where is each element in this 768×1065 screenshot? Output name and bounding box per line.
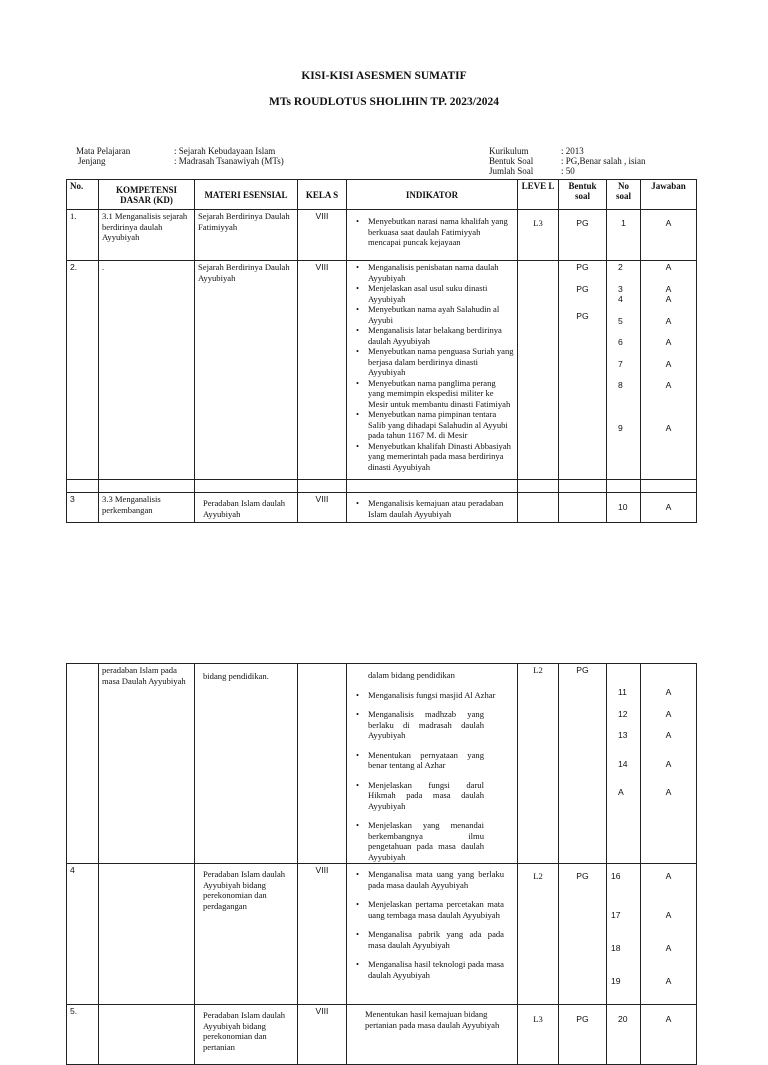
cell-nosoal [607,664,641,864]
cell-kd: 3.1 Menganalisis sejarah berdirinya daulah Ayyubiyah [99,210,195,261]
col-header: No soal [607,180,641,210]
cell-no: 4 [67,864,99,1005]
nosoal-value: 2 [618,262,623,272]
table-row [67,864,697,1005]
cell-nosoal [607,864,641,1005]
nosoal-value: 5 [618,315,623,326]
jawaban-value: A [665,871,672,881]
jawaban-value: A [665,358,672,369]
cell-nosoal: 20 [607,1005,641,1065]
jawaban-value: A [665,315,672,326]
cell-nosoal: 10 [607,493,641,523]
cell-no: 5. [67,1005,99,1065]
cell-bentuk: PG [559,210,607,261]
indikator-item: • Menganalisa hasil teknologi pada masa daulah Ayyubiyah [350,959,514,980]
cell-level: L2 [518,664,559,864]
cell-indikator [347,664,518,864]
jawaban-value: A [665,337,672,347]
indikator-item: • Menganalisis madhzab yang berlaku di madrasah daulah Ayyubiyah [350,709,514,741]
cell-level: L2 [518,864,559,1005]
meta-left [76,146,284,166]
kisi-kisi-table-page-1 [66,179,697,523]
indikator-item: • Menyebutkan nama penguasa Suriah yang berjasa dalam berdirinya dinasti Ayyubiyah [350,346,514,378]
document-title: KISI-KISI ASESMEN SUMATIF [301,70,467,82]
cell-kelas: VIII [298,210,347,261]
jawaban-value: A [665,687,672,697]
cell-kelas: VIII [298,493,347,523]
jawaban-value: A [665,758,672,769]
kisi-kisi-table-page-2 [66,663,697,1065]
cell-kelas: VIII [298,261,347,480]
cell-bentuk: PG [559,864,607,1005]
table-header-row [67,180,697,210]
meta-key: Jenjang [78,156,106,166]
cell-indikator [347,210,518,261]
meta-value: : Sejarah Kebudayaan Islam [174,146,276,156]
indikator-item: • Menyebutkan narasi nama khalifah yang berkuasa saat daulah Fatimiyyah mencapai puncak kejayaan [350,216,514,248]
cell-level: L3 [518,1005,559,1065]
table-row [67,493,697,523]
nosoal-value: 6 [618,337,623,347]
indikator-item: • Menyebutkan nama ayah Salahudin al Ayyubi [350,304,514,325]
cell-materi: bidang pendidikan. [195,664,298,864]
nosoal-value: 13 [618,730,628,740]
cell-no: 3 [67,493,99,523]
jawaban-value: A [665,422,672,433]
cell-jawaban: A [641,1005,697,1065]
table-row [67,664,697,864]
cell-jawaban: A [641,493,697,523]
col-header: KOMPETENSI DASAR (KD) [99,180,195,210]
cell-materi: Sejarah Berdirinya Daulah Fatimiyyah [195,210,298,261]
jawaban-value: A [665,708,672,719]
cell-materi: Peradaban Islam daulah Ayyubiyah bidang perekonomian dan perdagangan [195,864,298,1005]
indikator-continuation: dalam bidang pendidikan [368,670,455,680]
jawaban-value: A [665,909,672,920]
bentuk-value: PG [576,262,589,272]
nosoal-value: 9 [618,422,623,433]
cell-indikator [347,864,518,1005]
indikator-item: • Menganalisis fungsi masjid Al Azhar [350,690,514,701]
cell-no [67,664,99,864]
cell-kelas: VIII [298,1005,347,1065]
nosoal-value: 3 [618,283,623,294]
meta-value: : PG,Benar salah , isian [561,156,646,166]
cell-jawaban [641,261,697,480]
indikator-item: • Menyebutkan nama panglima perang yang memimpin ekspedisi militer ke Mesir untuk membantu dinasti Fatimiyah [350,378,514,410]
indikator-item: • Menentukan pernyataan yang benar tentang al Azhar [350,750,514,771]
nosoal-value: 16 [611,871,621,881]
indikator-item: • Menjelaskan asal usul suku dinasti Ayyubiyah [350,283,514,304]
indikator-item: • Menganalisa mata uang yang berlaku pada masa daulah Ayyubiyah [350,869,514,890]
cell-level [518,493,559,523]
nosoal-value: 18 [611,943,621,953]
jawaban-value: A [665,787,672,797]
jawaban-value: A [665,262,672,272]
meta-value: : 2013 [561,146,584,156]
meta-key: Bentuk Soal [489,156,534,166]
indikator-item: • Menjelaskan pertama percetakan mata uang tembaga masa daulah Ayyubiyah [350,899,514,920]
table-row-spacer [67,480,697,493]
cell-kd: 3.3 Menganalisis perkembangan [99,493,195,523]
col-header: No. [67,180,99,210]
cell-bentuk: PG [559,664,607,864]
cell-jawaban: A [641,210,697,261]
cell-bentuk [559,261,607,480]
cell-kelas [298,664,347,864]
nosoal-value: 14 [618,758,628,769]
nosoal-value: 4 [618,294,623,304]
col-header: Jawaban [641,180,697,210]
cell-level [518,261,559,480]
nosoal-value: 19 [611,975,621,986]
jawaban-value: A [665,283,672,294]
jawaban-value: A [665,975,672,986]
indikator-item: • Menganalisis penisbatan nama daulah Ayyubiyah [350,262,514,283]
indikator-item: • Menjelaskan fungsi darul Hikmah pada masa daulah Ayyubiyah [350,780,514,812]
cell-materi: Peradaban Islam daulah Ayyubiyah bidang perekonomian dan pertanian [195,1005,298,1065]
nosoal-value: A [618,787,624,797]
cell-jawaban [641,664,697,864]
cell-level: L3 [518,210,559,261]
jawaban-value: A [665,294,672,304]
cell-jawaban [641,864,697,1005]
col-header: KELA S [298,180,347,210]
cell-indikator [347,493,518,523]
cell-nosoal: 1 [607,210,641,261]
cell-kd [99,864,195,1005]
cell-kd [99,1005,195,1065]
indikator-item: • Menganalisis kemajuan atau peradaban Islam daulah Ayyubiyah [350,498,514,519]
cell-nosoal [607,261,641,480]
table-row [67,210,697,261]
cell-kelas: VIII [298,864,347,1005]
cell-indikator [347,261,518,480]
table-row [67,1005,697,1065]
col-header: Bentuk soal [559,180,607,210]
cell-materi: Sejarah Berdirinya Daulah Ayyubiyah [195,261,298,480]
col-header: LEVE L [518,180,559,210]
meta-key: Mata Pelajaran [76,146,131,156]
bentuk-value: PG [576,283,589,294]
cell-bentuk [559,493,607,523]
bentuk-value: PG [576,311,589,321]
meta-key: Kurikulum [489,146,529,156]
cell-kd: . [99,261,195,480]
indikator-item: • Menganalisa pabrik yang ada pada masa daulah Ayyubiyah [350,929,514,950]
jawaban-value: A [665,380,672,390]
document-subtitle: MTs ROUDLOTUS SHOLIHIN TP. 2023/2024 [269,96,499,108]
table-row [67,261,697,480]
indikator-item: • Menyebutkan khalifah Dinasti Abbasiyah yang memerintah pada masa berdirinya dinasti Ayyubiyah [350,441,514,473]
nosoal-value: 7 [618,358,623,369]
indikator-item: • Menganalisis latar belakang berdirinya daulah Ayyubiyah [350,325,514,346]
cell-materi: Peradaban Islam daulah Ayyubiyah [195,493,298,523]
cell-no: 1. [67,210,99,261]
col-header: INDIKATOR [347,180,518,210]
meta-value: : Madrasah Tsanawiyah (MTs) [174,156,284,166]
nosoal-value: 12 [618,708,628,719]
cell-no: 2. [67,261,99,480]
nosoal-value: 11 [618,687,627,697]
nosoal-value: 8 [618,380,623,390]
indikator-item: • Menyebutkan nama pimpinan tentara Salib yang dihadapi Salahudin al Ayyubi pada tahun 1167 M. di Mesir [350,409,514,441]
meta-right [489,146,646,176]
meta-value: : 50 [561,166,575,176]
cell-bentuk: PG [559,1005,607,1065]
jawaban-value: A [665,730,672,740]
meta-key: Jumlah Soal [489,166,534,176]
nosoal-value: 17 [611,909,621,920]
jawaban-value: A [665,943,672,953]
col-header: MATERI ESENSIAL [195,180,298,210]
cell-indikator: Menentukan hasil kemajuan bidang pertanian pada masa daulah Ayyubiyah [347,1005,518,1065]
indikator-item: • Menjelaskan yang menandai berkembangnya ilmu pengetahuan pada masa daulah Ayyubiyah [350,820,514,862]
cell-kd: peradaban Islam pada masa Daulah Ayyubiyah [99,664,195,864]
